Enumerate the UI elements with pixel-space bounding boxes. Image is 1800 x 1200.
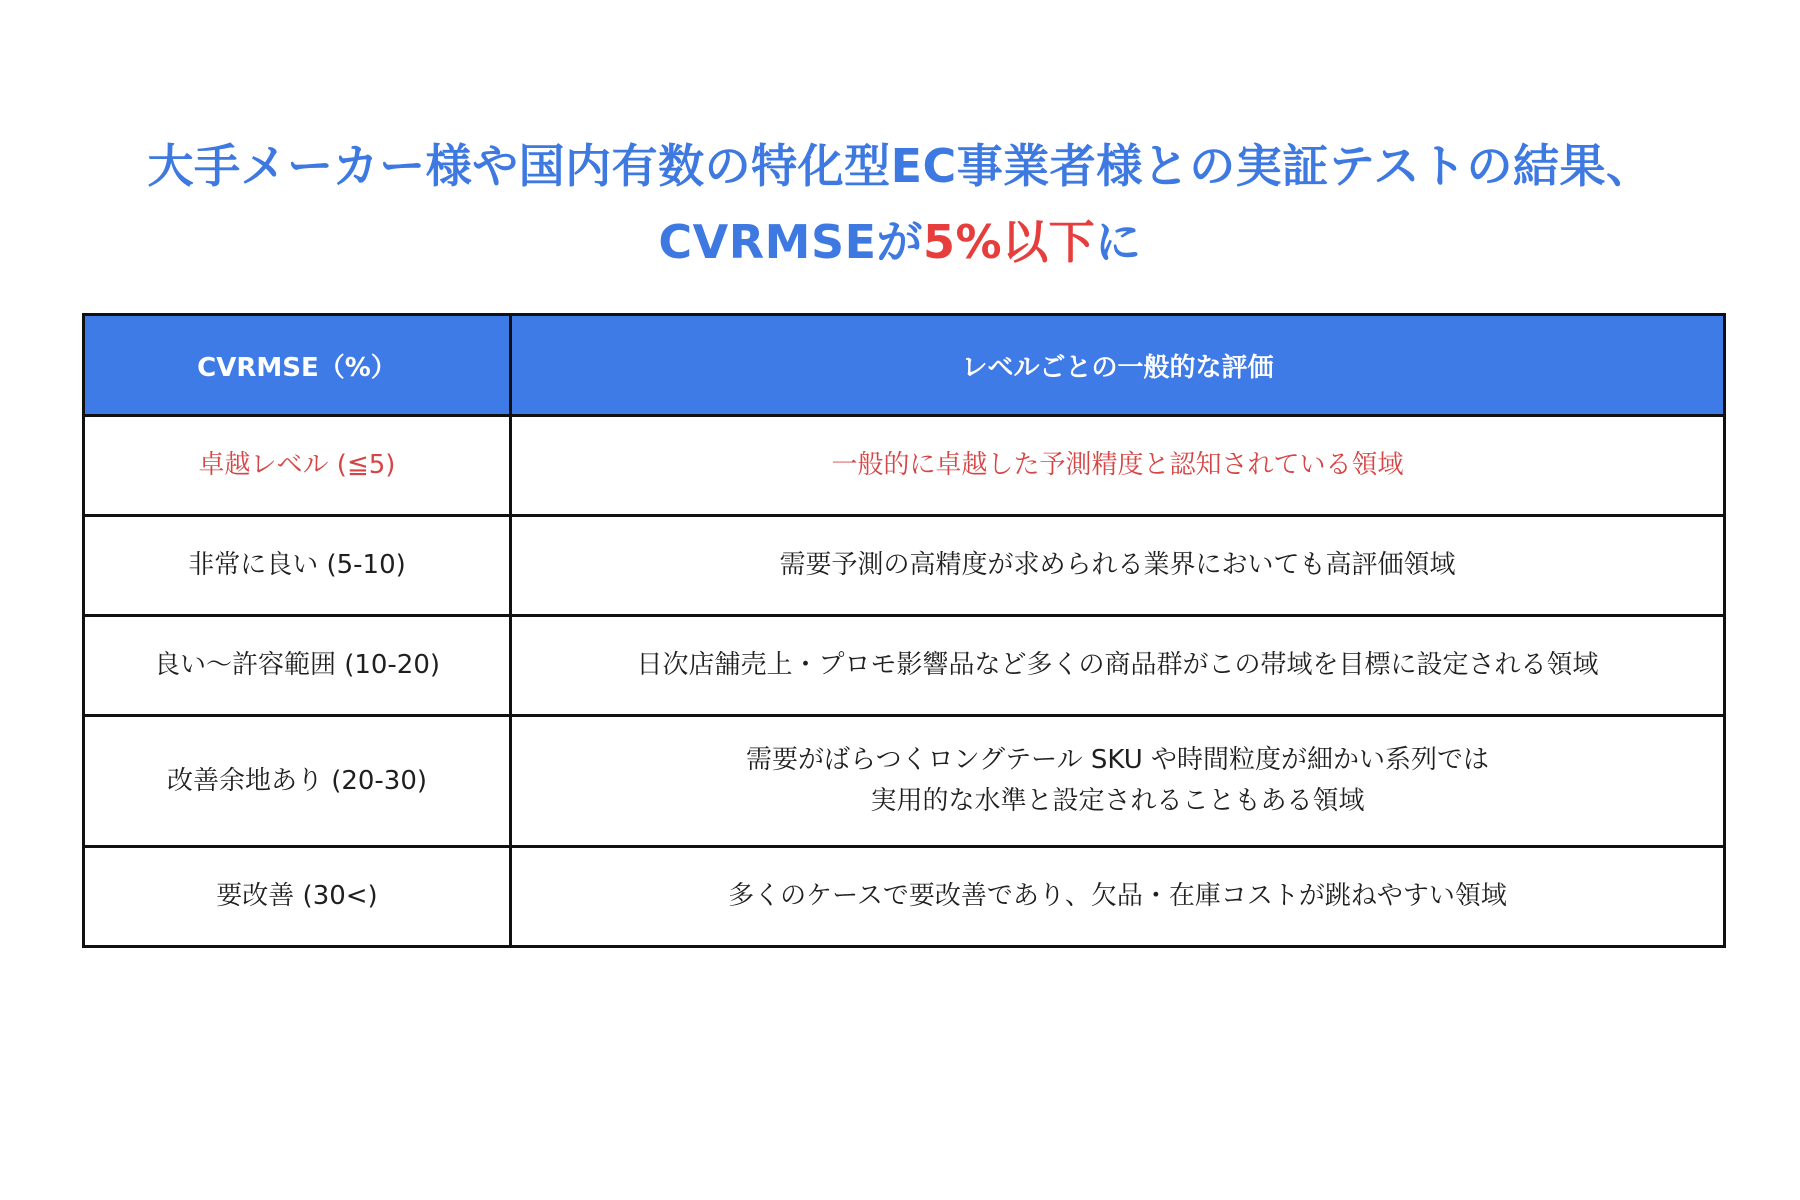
evaluation-cell	[511, 847, 1725, 947]
table-row	[84, 416, 1725, 516]
headline-line-2-prefix: CVRMSEが	[658, 215, 923, 269]
header-cvrmse: CVRMSE（%）	[84, 315, 511, 416]
evaluation-cell	[511, 716, 1725, 847]
level-cell: 卓越レベル (≦5)	[84, 416, 511, 516]
table-header-row	[84, 315, 1725, 416]
table-row	[84, 716, 1725, 847]
headline-line-2	[0, 204, 1800, 280]
evaluation-line: 需要がばらつくロングテール SKU や時間粒度が細かい系列では	[745, 745, 1490, 775]
level-cell: 改善余地あり (20-30)	[84, 716, 511, 847]
level-cell: 非常に良い (5-10)	[84, 516, 511, 616]
evaluation-line: 実用的な水準と設定されることもある領域	[870, 786, 1365, 816]
headline-line-1: 大手メーカー様や国内有数の特化型EC事業者様との実証テストの結果、	[147, 139, 1653, 193]
table-row	[84, 616, 1725, 716]
evaluation-line: 日次店舗売上・プロモ影響品など多くの商品群がこの帯域を目標に設定される領域	[636, 650, 1599, 680]
table-row	[84, 847, 1725, 947]
headline-line-2-suffix: に	[1095, 215, 1142, 269]
headline	[0, 128, 1800, 280]
evaluation-table-container	[82, 313, 1726, 948]
headline-accent: 5%以下	[923, 215, 1096, 269]
level-cell: 要改善 (30<)	[84, 847, 511, 947]
evaluation-line: 多くのケースで要改善であり、欠品・在庫コストが跳ねやすい領域	[728, 881, 1507, 911]
evaluation-table	[82, 313, 1726, 948]
evaluation-cell	[511, 516, 1725, 616]
header-evaluation: レベルごとの一般的な評価	[511, 315, 1725, 416]
level-cell: 良い〜許容範囲 (10-20)	[84, 616, 511, 716]
evaluation-line: 需要予測の高精度が求められる業界においても高評価領域	[779, 550, 1456, 580]
evaluation-line: 一般的に卓越した予測精度と認知されている領域	[831, 450, 1404, 480]
evaluation-cell	[511, 416, 1725, 516]
evaluation-cell	[511, 616, 1725, 716]
table-row	[84, 516, 1725, 616]
